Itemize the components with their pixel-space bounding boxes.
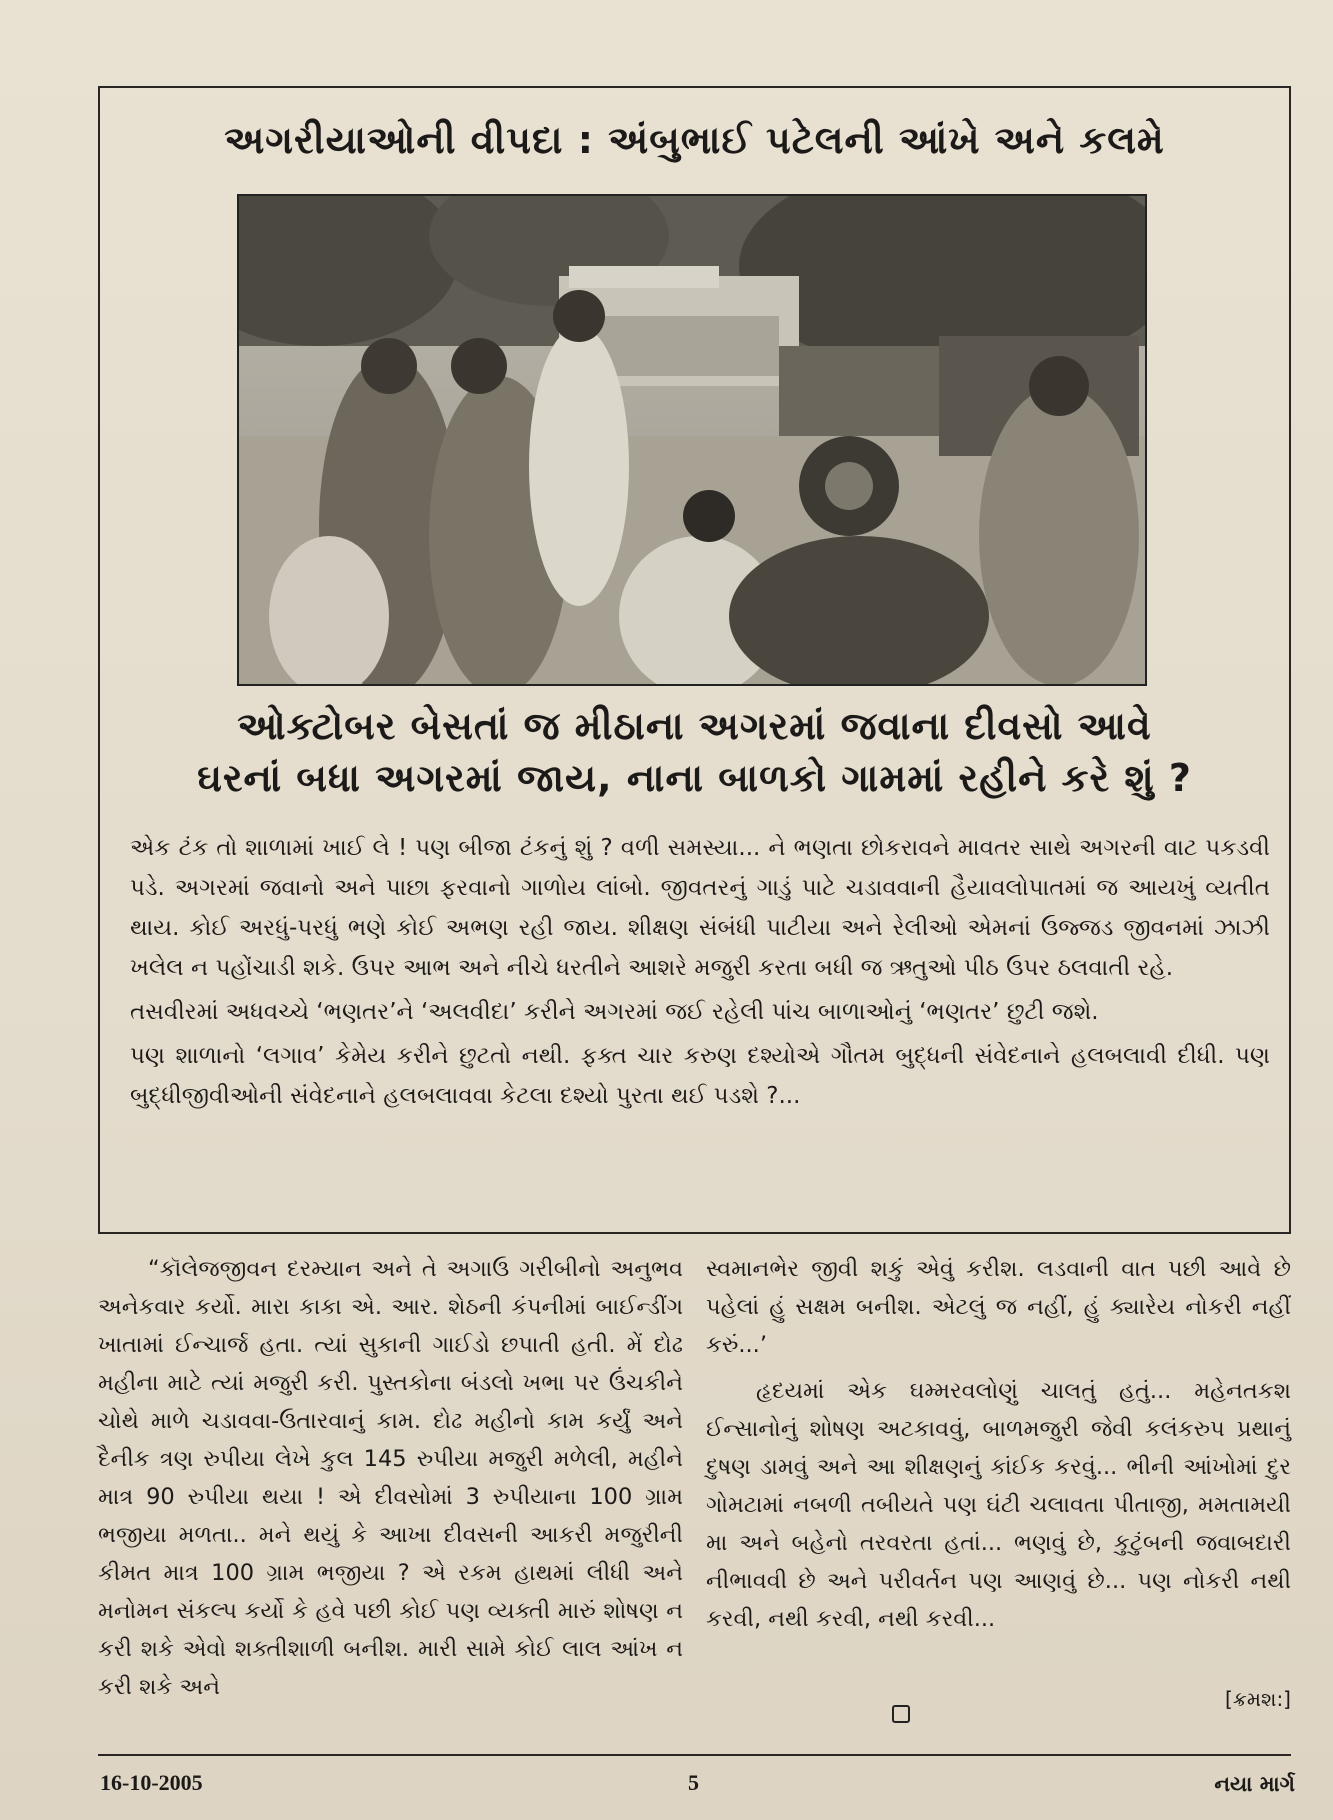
article-column-right — [706, 1250, 1291, 1711]
footer-rule — [98, 1754, 1291, 1756]
subheadline-line-1: ઓક્ટોબર બેસતાં જ મીઠાના અગરમાં જવાના દીવસો આવે — [237, 704, 1152, 748]
photo-image — [239, 196, 1147, 686]
feature-photo — [237, 194, 1147, 686]
continued-label: [ક્રમશ:] — [1224, 1687, 1291, 1711]
article-paragraph: સ્વમાનભેર જીવી શકું એવું કરીશ. લડવાની વાત પછી આવે છે પહેલાં હું સક્ષમ બનીશ. એટલું જ નહીં, હું ક્યારેય નોકરી નહીં કરું...’ — [706, 1256, 1291, 1358]
footer-date: 16-10-2005 — [100, 1770, 203, 1795]
page-number: 5 — [688, 1770, 699, 1795]
feature-box — [98, 86, 1291, 1234]
feature-body — [130, 828, 1270, 1120]
article-end-mark-icon — [892, 1705, 910, 1723]
publication-name: નયા માર્ગ — [1214, 1772, 1295, 1796]
article-column-left — [98, 1250, 683, 1714]
feature-paragraph: એક ટંક તો શાળામાં ખાઈ લે ! પણ બીજા ટંકનું શું ? વળી સમસ્યા... ને ભણતા છોકરાવને માવતર સાથે અગરની વાટ પકડવી પડે. અગરમાં જવાનો અને પાછા ફરવાનો ગાળોય લાંબો. જીવતરનું ગાડું પાટે ચડાવવાની હૈયાવલોપાતમાં જ આયખું વ્યતીત થાય. કોઈ અરધું-પરધું ભણે કોઈ અભણ રહી જાય. શીક્ષણ સંબંધી પાટીયા અને રેલીઓ એમનાં ઉજ્જડ જીવનમાં ઝાઝી ખલેલ ન પહોંચાડી શકે. ઉપર આભ અને નીચે ધરતીને આશરે મજુરી કરતા બધી જ ઋતુઓ પીઠ ઉપર ઠલવાતી રહે. — [130, 835, 1270, 981]
article-paragraph: હૃદયમાં એક ઘમ્મરવલોણું ચાલતું હતું... મહેનતકશ ઈન્સાનોનું શોષણ અટકાવવું, બાળમજુરી જેવી કલંકરુપ પ્રથાનું દુષણ ડામવું અને આ શીક્ષણનું કાંઈક કરવું... ભીની આંખોમાં દુર ગોમટામાં નબળી તબીયતે પણ ઘંટી ચલાવતા પીતાજી, મમતામયી મા અને બહેનો તરવરતા હતાં... ભણવું છે, કુટુંબની જવાબદારી નીભાવવી છે અને પરીવર્તન પણ આણવું છે... પણ નોકરી નથી કરવી, નથી કરવી, નથી કરવી... — [706, 1378, 1291, 1632]
article-columns — [98, 1250, 1291, 1710]
subheadline-line-2: ઘરનાં બધા અગરમાં જાય, નાના બાળકો ગામમાં રહીને કરે શું ? — [197, 756, 1192, 800]
feature-headline: અગરીયાઓની વીપદા : અંબુભાઈ પટેલની આંખે અને કલમે — [224, 118, 1165, 162]
feature-paragraph: પણ શાળાનો ‘લગાવ’ કેમેય કરીને છુટતો નથી. ફક્ત ચાર કરુણ દશ્યોએ ગૌતમ બુદ્ધની સંવેદનાને હલબલાવી દીધી. પણ બુદ્ધીજીવીઓની સંવેદનાને હલબલાવવા કેટલા દશ્યો પુરતા થઈ પડશે ?... — [130, 1043, 1270, 1109]
article-paragraph: “કૉલેજજીવન દરમ્યાન અને તે અગાઉ ગરીબીનો અનુભવ અનેકવાર કર્યો. મારા કાકા એ. આર. શેઠની કંપનીમાં બાઈન્ડીંગ ખાતામાં ઈન્ચાર્જ હતા. ત્યાં સુકાની ગાઈડો છપાતી હતી. મેં દોઢ મહીના માટે ત્યાં મજુરી કરી. પુસ્તકોના બંડલો ખભા પર ઉંચકીને ચોથે માળે ચડાવવા-ઉતારવાનું કામ. દોઢ મહીનો કામ કર્યું અને દૈનીક ત્રણ રુપીયા લેખે કુલ 145 રુપીયા મજુરી મળેલી, મહીને માત્ર 90 રુપીયા થયા ! એ દીવસોમાં 3 રુપીયાના 100 ગ્રામ ભજીયા મળતા.. મને થયું કે આખા દીવસની આકરી મજુરીની કીમત માત્ર 100 ગ્રામ ભજીયા ? એ રકમ હાથમાં લીધી અને મનોમન સંકલ્પ કર્યો કે હવે પછી કોઈ પણ વ્યક્તી મારું શોષણ ન કરી શકે એવો શક્તીશાળી બનીશ. મારી સામે કોઈ લાલ આંખ ન કરી શકે અને — [98, 1256, 683, 1700]
feature-paragraph: તસવીરમાં અધવચ્ચે ‘ભણતર’ને ‘અલવીદા’ કરીને અગરમાં જઈ રહેલી પાંચ બાળાઓનું ‘ભણતર’ છુટી જશે. — [130, 999, 1099, 1025]
